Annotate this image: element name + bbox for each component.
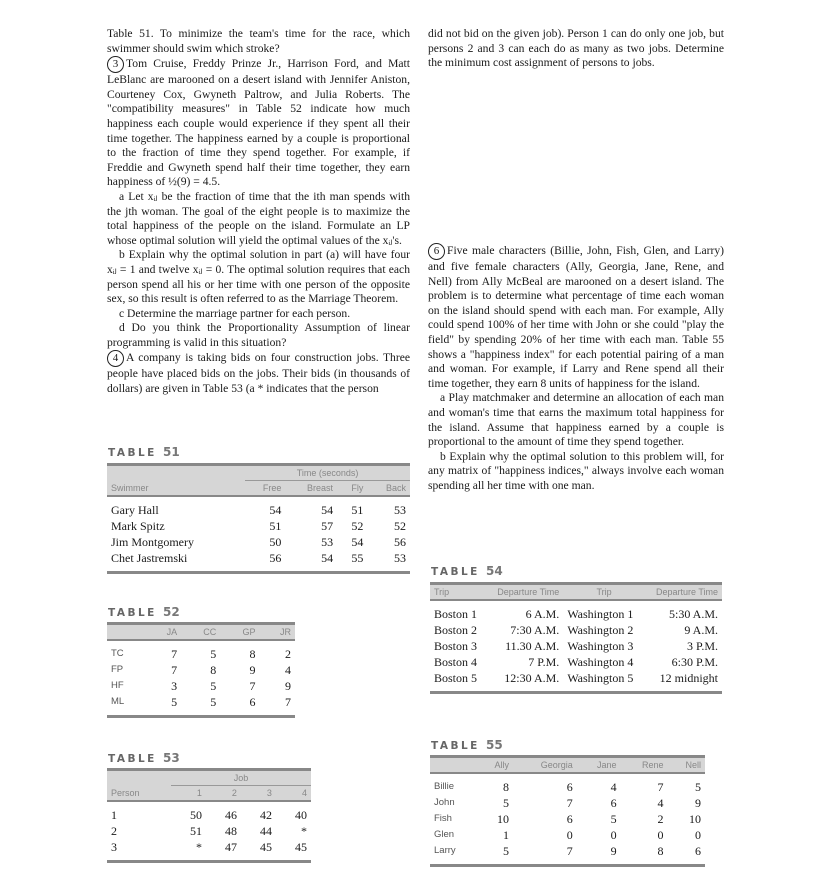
column-header: Trip — [563, 584, 645, 601]
column-header: 3 — [241, 786, 276, 802]
cell: 7 — [249, 679, 256, 693]
table-53-label: TABLE 53 — [108, 751, 180, 765]
cell: 4 — [657, 796, 664, 810]
cell: 53 — [321, 535, 334, 549]
cell: 3 — [171, 679, 178, 693]
column-header: JR — [260, 624, 295, 641]
column-header: Trip — [430, 584, 486, 601]
cell: Washington 4 — [567, 655, 634, 669]
cell: 45 — [276, 839, 311, 862]
cell: 5 — [695, 780, 701, 794]
cell: 5 — [610, 812, 617, 826]
cell: Washington 5 — [563, 670, 645, 693]
cell: Washington 2 — [567, 623, 634, 637]
row-label: Boston 4 — [434, 655, 478, 669]
row-label: Fish — [434, 813, 452, 824]
cell: 0 — [610, 828, 617, 842]
table-row — [430, 843, 705, 866]
cell: Washington 3 — [567, 639, 634, 653]
table-row — [107, 801, 311, 823]
table-row — [107, 518, 410, 534]
cell: 9 — [249, 663, 256, 677]
cell: 55 — [337, 550, 367, 573]
cell: 56 — [394, 535, 406, 549]
table-row — [430, 638, 722, 654]
column-header — [107, 624, 147, 641]
column-header: Person — [107, 786, 171, 802]
cell: 8 — [503, 780, 510, 794]
table-row — [107, 823, 311, 839]
column-header: Ally — [477, 757, 513, 774]
cell: 54 — [351, 535, 364, 549]
cell: 8 — [621, 843, 668, 866]
cell: 12:30 A.M. — [486, 670, 563, 693]
cell: 5 — [181, 694, 220, 717]
cell: 4 — [285, 663, 291, 677]
cell: 2 — [657, 812, 664, 826]
cell: 53 — [367, 550, 410, 573]
right-column-problem-6 — [428, 243, 724, 494]
cell: 54 — [321, 503, 334, 517]
column-header: Departure Time — [645, 584, 722, 601]
row-label: 3 — [107, 839, 171, 862]
table-55 — [430, 755, 705, 867]
cell: 0 — [695, 828, 701, 842]
column-header: 2 — [206, 786, 241, 802]
table-54-label: TABLE 54 — [431, 564, 503, 578]
column-header: Swimmer — [107, 481, 245, 497]
problem-6b: b Explain why the optimal solution to this problem will, for any matrix of "happiness indices," always involve each woman spending all her time with one man. — [428, 449, 724, 492]
table-52-label: TABLE 52 — [108, 605, 180, 619]
row-label: Boston 3 — [434, 639, 478, 653]
cell: 10 — [497, 812, 510, 826]
problem-number: 6 — [428, 243, 445, 260]
row-label: Gary Hall — [111, 503, 159, 517]
cell: 50 — [189, 808, 202, 822]
cell: 5 — [210, 679, 217, 693]
row-label: Boston 1 — [434, 607, 478, 621]
cell: 52 — [351, 519, 364, 533]
cell: Washington 1 — [567, 607, 634, 621]
cell: 5 — [210, 647, 217, 661]
row-label: Billie — [434, 781, 455, 792]
table-row — [107, 678, 295, 694]
cell: 9 — [285, 679, 291, 693]
row-label: John — [434, 797, 455, 808]
cell: 6 — [566, 780, 573, 794]
table-row — [430, 670, 722, 693]
problem-6a: a Play matchmaker and determine an allocation of each man and woman's time that earns the maximum total happiness for the island. Assume that happiness earned by a couple is proportional to the amount of time they spend together. — [428, 391, 724, 449]
cell: 50 — [269, 535, 282, 549]
column-header — [107, 770, 171, 786]
cell: 52 — [394, 519, 406, 533]
cell: 56 — [245, 550, 285, 573]
column-header: Rene — [621, 757, 668, 774]
cell: 7 — [171, 663, 178, 677]
cell: 51 — [189, 824, 202, 838]
table-row — [430, 654, 722, 670]
cell: 54 — [269, 503, 282, 517]
cell: 5 — [147, 694, 182, 717]
cell: 8 — [249, 647, 256, 661]
table-row — [107, 662, 295, 678]
column-header: Back — [367, 481, 410, 497]
row-label: Boston 5 — [430, 670, 486, 693]
cell: 6 — [668, 843, 705, 866]
table-row — [107, 694, 295, 717]
table-55-label: TABLE 55 — [431, 738, 503, 752]
problem-3d: d Do you think the Proportionality Assumption of linear programming is valid in this situation? — [107, 321, 410, 349]
cell: 12 midnight — [645, 670, 722, 693]
table-53 — [107, 768, 311, 863]
row-label: Jim Montgomery — [111, 535, 194, 549]
column-header: Free — [245, 481, 285, 497]
table-row — [430, 622, 722, 638]
problem-3c: c Determine the marriage partner for each person. — [119, 306, 351, 320]
table-51 — [107, 463, 410, 574]
row-label: FP — [111, 664, 124, 675]
column-header: 1 — [171, 786, 206, 802]
table-row — [107, 839, 311, 862]
cell: 6 — [610, 796, 617, 810]
column-header: Breast — [285, 481, 337, 497]
cell: 7 P.M. — [528, 655, 560, 669]
cell: 1 — [503, 828, 510, 842]
cell: 9 — [695, 796, 701, 810]
table-row — [430, 773, 705, 795]
column-header: Jane — [577, 757, 621, 774]
cell: 9 A.M. — [684, 623, 718, 637]
column-header: Departure Time — [486, 584, 563, 601]
cell: 2 — [285, 647, 291, 661]
cell: 48 — [224, 824, 237, 838]
row-label: 2 — [111, 824, 117, 838]
column-header — [107, 465, 245, 481]
row-label: Mark Spitz — [111, 519, 165, 533]
column-header: CC — [181, 624, 220, 641]
cell: 6 — [566, 812, 573, 826]
column-header: 4 — [276, 786, 311, 802]
column-header: JA — [147, 624, 182, 641]
cell: 6 A.M. — [525, 607, 560, 621]
cell: 4 — [610, 780, 617, 794]
cell: 51 — [269, 519, 282, 533]
table-row — [430, 600, 722, 622]
cell: 44 — [259, 824, 272, 838]
problem-6: 6 Five male characters (Billie, John, Fish, Glen, and Larry) and five female characters (Ally, Georgia, Jane, Rene, and Nell) from Ally McBeal are marooned on a desert island. The problem is to determine what percentage of time each woman on the island should spend with each man. For example, Ally could spend 100% of her time with John or she could "play the field" by spending 20% of her time with each man. Table 55 shows a "happiness index" for each potential pairing of a man and woman. For example, if Larry and Rene spend all their time together, they earn 8 units of happiness for the island. — [428, 244, 724, 390]
row-label: Boston 2 — [434, 623, 478, 637]
cell: * — [171, 839, 206, 862]
problem-4-continued: did not bid on the given job). Person 1 can do only one job, but persons 2 and 3 can each do as many as two jobs. Determine the minimum cost assignment of persons to jobs. — [428, 27, 724, 70]
row-label: 1 — [111, 808, 117, 822]
row-label: HF — [111, 680, 124, 691]
cell: 6 — [220, 694, 259, 717]
cell: 40 — [295, 808, 307, 822]
cell: 8 — [210, 663, 217, 677]
problem-3: 3 Tom Cruise, Freddy Prinze Jr., Harrison Ford, and Matt LeBlanc are marooned on a desert island with Jennifer Aniston, Courteney Cox, Gwyneth Paltrow, and Julia Roberts. The "compatibility measures" in Table 52 indicate how much happiness each couple would experience if they spent all their time together. The happiness earned by a couple is proportional to the fraction of time they spend together. For example, if Freddie and Gwyneth spend half their time together, they earn happiness of ½(9) = 4.5. — [107, 57, 410, 189]
table-row — [107, 550, 410, 573]
row-label: ML — [107, 694, 147, 717]
table-row — [107, 534, 410, 550]
table-row — [430, 795, 705, 811]
column-header: Job — [171, 770, 311, 786]
cell: 7 — [513, 843, 577, 866]
column-header — [430, 757, 477, 774]
problem-3a: a Let xᵢⱼ be the fraction of time that the ith man spends with the jth woman. The goal of the eight people is to maximize the total happiness of the people on the island. Formulate an LP whose optimal solution will yield the optimal values of the xᵢⱼ's. — [107, 189, 410, 247]
cell: 11.30 A.M. — [505, 639, 560, 653]
cell: 5:30 A.M. — [668, 607, 718, 621]
group-header: Time (seconds) — [245, 465, 410, 481]
table-51-label: TABLE 51 — [108, 445, 180, 459]
left-column-text — [107, 27, 410, 397]
problem-3b: b Explain why the optimal solution in part (a) will have four xᵢⱼ = 1 and twelve xᵢⱼ = 0. The optimal solution requires that each person spend all his or her time with one person of the opposite sex, so this result is often referred to as the Marriage Theorem. — [107, 248, 410, 306]
cell: 5 — [503, 796, 510, 810]
column-header: Fly — [337, 481, 367, 497]
cell: 54 — [285, 550, 337, 573]
row-label: TC — [111, 648, 124, 659]
paragraph-table51-intro: Table 51. To minimize the team's time for the race, which swimmer should swim which stroke? — [107, 27, 410, 55]
cell: 57 — [321, 519, 334, 533]
table-row — [430, 811, 705, 827]
cell: 6:30 P.M. — [671, 655, 718, 669]
cell: 0 — [566, 828, 573, 842]
cell: 10 — [689, 812, 701, 826]
column-header: Nell — [668, 757, 705, 774]
cell: 9 — [577, 843, 621, 866]
right-column-top-text — [428, 27, 724, 71]
cell: 7 — [566, 796, 573, 810]
cell: 7:30 A.M. — [510, 623, 560, 637]
row-label: Glen — [434, 829, 455, 840]
problem-4: 4 A company is taking bids on four construction jobs. Three people have placed bids on the jobs. Their bids (in thousands of dollars) are given in Table 53 (a * indicates that the person — [107, 351, 410, 396]
column-header: Georgia — [513, 757, 577, 774]
cell: 3 P.M. — [686, 639, 718, 653]
problem-number: 4 — [107, 350, 124, 367]
cell: 0 — [657, 828, 664, 842]
cell: * — [301, 824, 307, 838]
column-header: GP — [220, 624, 259, 641]
row-label: Larry — [430, 843, 477, 866]
row-label: Chet Jastremski — [107, 550, 245, 573]
table-52 — [107, 622, 295, 718]
table-row — [107, 640, 295, 662]
cell: 53 — [394, 503, 406, 517]
cell: 5 — [477, 843, 513, 866]
cell: 7 — [260, 694, 295, 717]
cell: 45 — [241, 839, 276, 862]
table-row — [430, 827, 705, 843]
table-54 — [430, 582, 722, 694]
cell: 46 — [224, 808, 237, 822]
cell: 7 — [171, 647, 178, 661]
cell: 51 — [351, 503, 364, 517]
cell: 42 — [259, 808, 272, 822]
cell: 7 — [657, 780, 664, 794]
cell: 47 — [206, 839, 241, 862]
table-row — [107, 496, 410, 518]
problem-number: 3 — [107, 56, 124, 73]
